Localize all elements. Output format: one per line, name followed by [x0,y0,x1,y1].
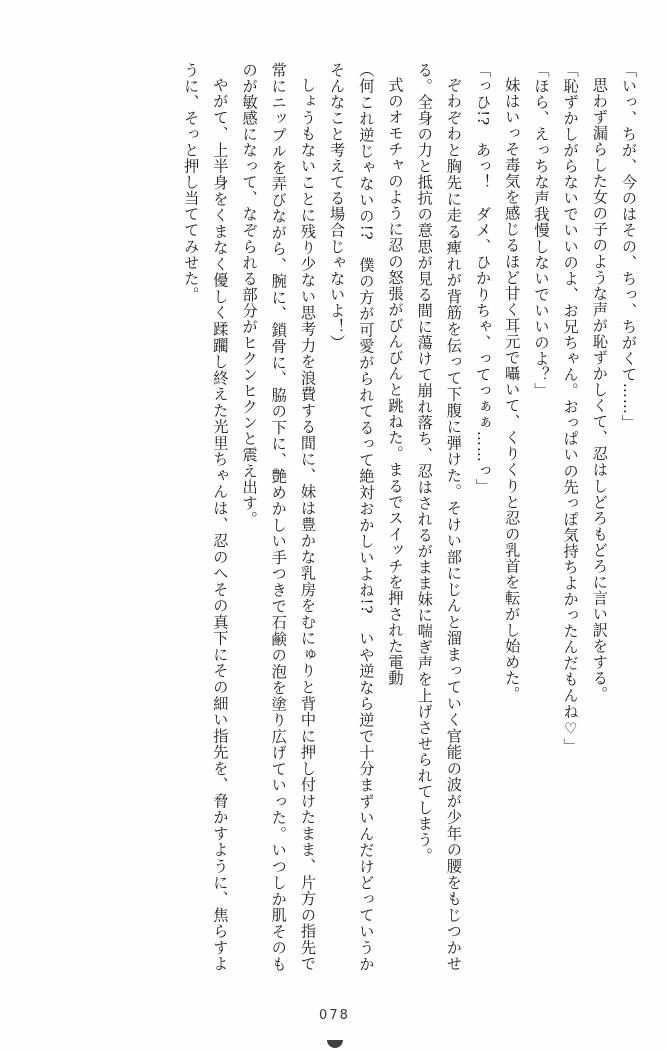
paragraph: しょうもないことに残り少ない思考力を浪費する間に、妹は豊かな乳房をむにゅりと背中に押し付けたまま、片方の指先で常にニップルを弄びながら、腕に、鎖骨に、脇の下に、艶めかしい手つきで石鹸の泡を塗り広げていった。いつしか肌そのものが敏感になって、なぞられる部分がヒクンヒクンと震え出す。 [240,62,317,972]
paragraph: 「いっ、ちが、今のはその、ちっ、ちがくて……」 [620,62,638,431]
paragraph: やがて、上半身をくまなく優しく蹂躙し終えた光里ちゃんは、忍のへその真下にその細い指先を、脅かすように、焦らすように、そっと押し当ててみせた。 [182,62,230,972]
paragraph: 妹はいっそ毒気を感じるほど甘く耳元で囁いて、くりくりと忍の乳首を転がし始めた。 [503,77,522,703]
paragraph: 思わず漏らした女の子のような声が恥ずかしくて、忍はしどろもどろに言い訳をする。 [590,77,609,703]
paragraph: 「っひ!? あっ！ ダメ、ひかりちゃ、ってっぁぁ……っ」 [474,62,493,495]
paragraph: 「恥ずかしがらないでいいのよ、お兄ちゃん。おっぱいの先っぽ気持ちよかったんだもんね♡」 [561,62,580,755]
paragraph: （何これ逆じゃないの!? 僕の方が可愛がられてるって絶対おかしいよね!? いや逆なら逆で十分まずいんだけどっていうかそんなこと考えてる場合じゃないよ！） [328,62,376,972]
paragraph: 「ほら、えっちな声我慢しないでいいのよ？」 [532,62,551,399]
page-number: 078 [318,1008,351,1023]
paragraph: 式のオモチャのように忍の怒張がびんびんと跳ねた。まるでスイッチを押された電動 [386,77,405,687]
paragraph: ぞわぞわと胸先に走る痺れが背筋を伝って下腹に弾けた。そけい部にじんと溜まっていく官能の波が少年の腰をもじつかせる。全身の力と抵抗の意思が見る間に蕩けて崩れ落ち、忍はされるがまま妹に喘ぎ声を上げさせられてしまう。 [415,62,463,972]
novel-body-text [26,62,643,972]
footer-ornament-icon [327,1040,343,1048]
